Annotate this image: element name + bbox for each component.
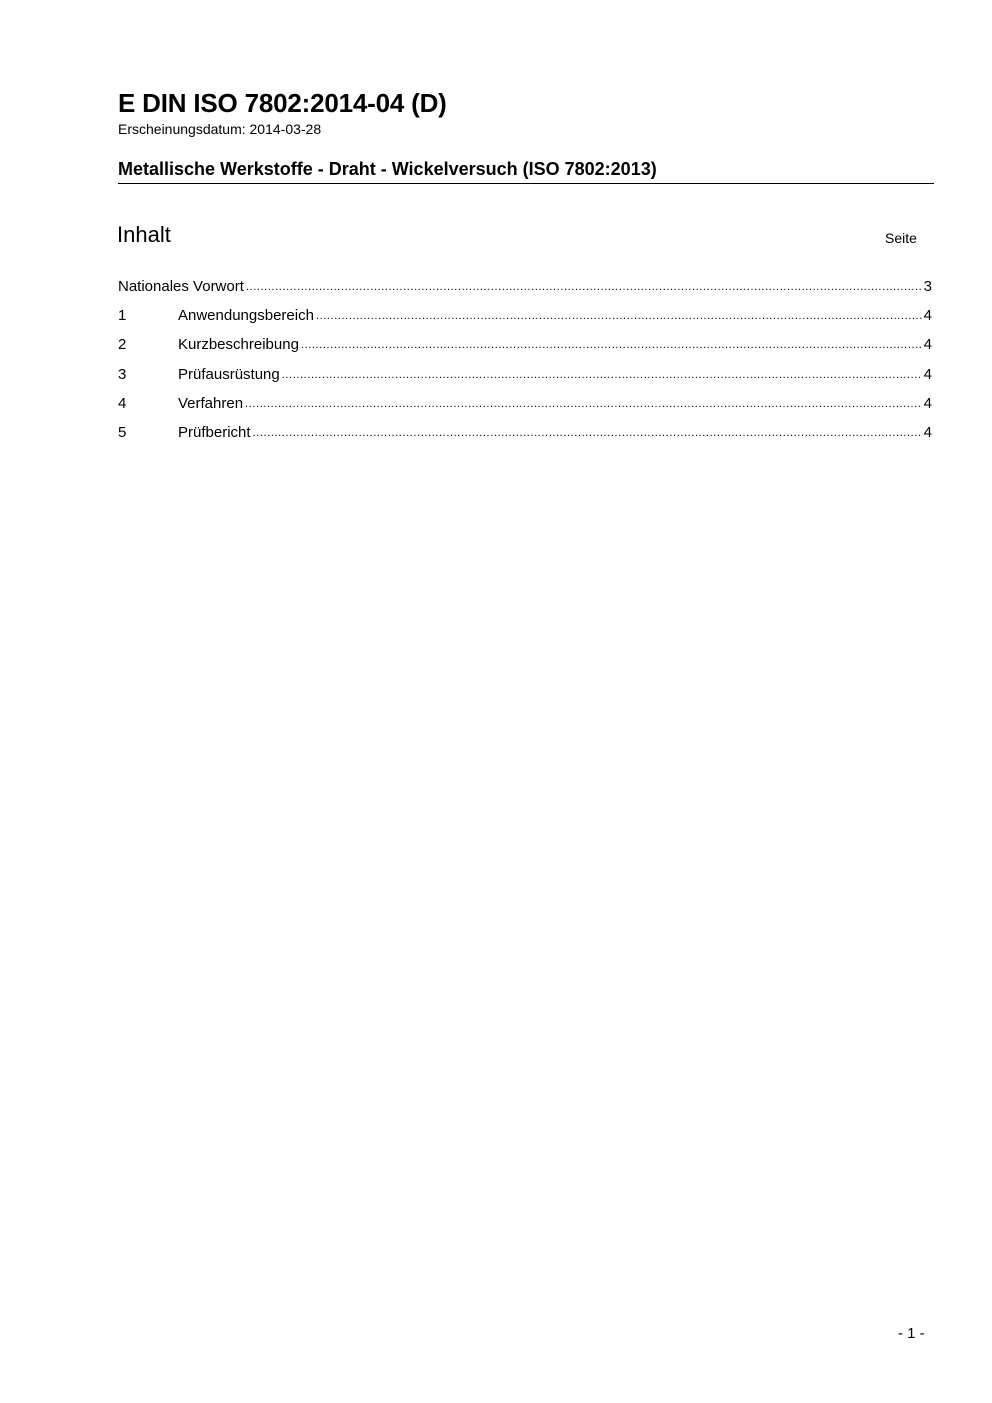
title-divider xyxy=(118,183,934,184)
toc-entry-page: 4 xyxy=(923,394,932,412)
toc-entry-anwendungsbereich[interactable] xyxy=(118,307,932,336)
toc-entry-label: Anwendungsbereich xyxy=(178,307,314,325)
publication-date: Erscheinungsdatum: 2014-03-28 xyxy=(118,121,322,137)
toc-entry-label: Kurzbeschreibung xyxy=(178,336,299,354)
toc-entry-nationales-vorwort[interactable] xyxy=(118,278,932,307)
document-id: E DIN ISO 7802:2014-04 (D) xyxy=(118,88,447,118)
toc-dot-leader xyxy=(316,308,922,320)
toc-dot-leader xyxy=(245,396,922,408)
document-title: Metallische Werkstoffe - Draht - Wickelversuch (ISO 7802:2013) xyxy=(118,159,657,179)
toc-entry-label: Prüfausrüstung xyxy=(178,365,280,383)
toc-entry-label: Prüfbericht xyxy=(178,423,251,441)
toc-entry-page: 4 xyxy=(923,307,932,325)
toc-entry-verfahren[interactable] xyxy=(118,395,932,424)
toc-entry-number: 4 xyxy=(118,394,127,412)
toc-entry-number: 2 xyxy=(118,336,127,354)
toc-dot-leader xyxy=(301,337,922,349)
toc-entry-pruefausruestung[interactable] xyxy=(118,366,932,395)
toc-heading: Inhalt xyxy=(117,222,171,247)
table-of-contents xyxy=(118,278,932,453)
toc-entry-number: 1 xyxy=(118,307,127,325)
toc-dot-leader xyxy=(246,279,922,291)
toc-entry-page: 4 xyxy=(923,423,932,441)
toc-entry-page: 3 xyxy=(923,278,932,295)
toc-entry-label: Nationales Vorwort xyxy=(118,278,244,295)
toc-dot-leader xyxy=(253,425,922,437)
toc-entry-pruefbericht[interactable] xyxy=(118,424,932,453)
toc-entry-page: 4 xyxy=(923,336,932,354)
toc-entry-kurzbeschreibung[interactable] xyxy=(118,336,932,365)
page-number: - 1 - xyxy=(898,1325,925,1342)
toc-dot-leader xyxy=(282,367,922,379)
toc-entry-label: Verfahren xyxy=(178,394,244,412)
toc-entry-number: 3 xyxy=(118,365,127,383)
toc-entry-page: 4 xyxy=(923,365,932,383)
toc-entry-number: 5 xyxy=(118,423,127,441)
toc-page-column-label: Seite xyxy=(885,230,917,246)
